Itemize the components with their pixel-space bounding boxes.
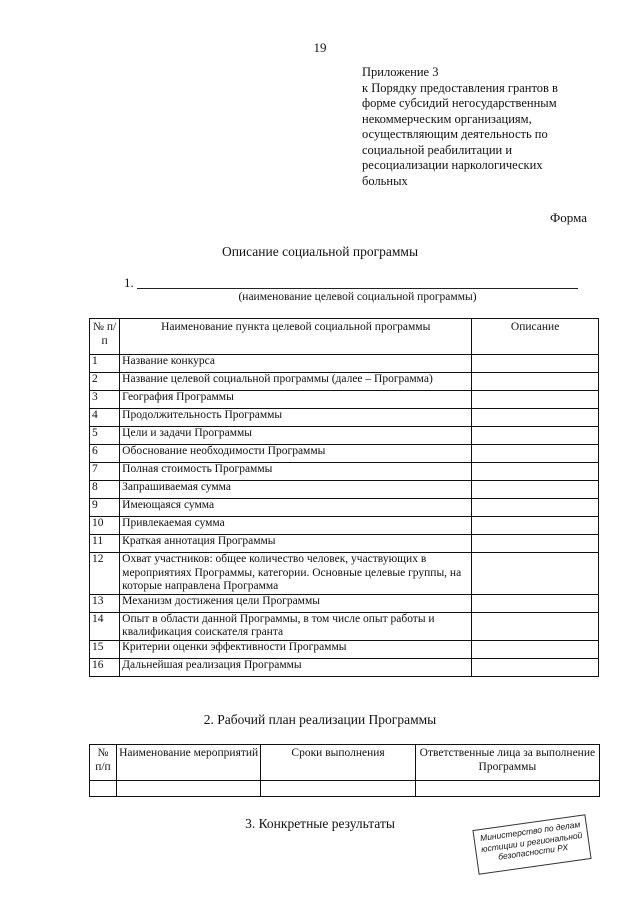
row-item-name: Название конкурса [120,355,472,373]
row-item-name: Полная стоимость Программы [120,463,472,481]
row-description-cell[interactable] [472,427,599,445]
row-description-cell[interactable] [472,391,599,409]
row-item-name: Опыт в области данной Программы, в том числе опыт работы и квалификация соискателя гранта [120,612,472,640]
row-item-name: Название целевой социальной программы (далее – Программа) [120,373,472,391]
table-row [90,499,599,517]
form-label: Форма [550,210,587,225]
row-item-name: Имеющаяся сумма [120,499,472,517]
row-number: 8 [90,481,120,499]
row-item-name: Обоснование необходимости Программы [120,445,472,463]
table-row [90,427,599,445]
table-row [90,594,599,612]
table-row [90,445,599,463]
row-number: 14 [90,612,120,640]
work-plan-table [89,744,600,797]
row-description-cell[interactable] [472,355,599,373]
row-description-cell[interactable] [472,409,599,427]
table-row [90,658,599,676]
appendix-line: социальной реабилитации и [362,142,513,157]
table-header-row [90,319,599,355]
row-description-cell[interactable] [472,445,599,463]
table-row [90,640,599,658]
table-row [90,535,599,553]
table-row [90,409,599,427]
table-header-row [90,745,600,781]
program-name-line [137,288,578,289]
program-name-caption: (наименование целевой социальной программы) [238,291,477,303]
row-number: 7 [90,463,120,481]
row-number: 6 [90,445,120,463]
empty-cell[interactable] [116,781,261,797]
row-item-name: Цели и задачи Программы [120,427,472,445]
row-description-cell[interactable] [472,373,599,391]
row-item-name: Критерии оценки эффективности Программы [120,640,472,658]
row-number: 15 [90,640,120,658]
row-number: 13 [90,594,120,612]
table-row [90,373,599,391]
row-description-cell[interactable] [472,612,599,640]
row-number: 3 [90,391,120,409]
row-number: 10 [90,517,120,535]
table-row [90,781,600,797]
row-number: 16 [90,658,120,676]
appendix-line: больных [362,173,408,188]
row-item-name: Дальнейшая реализация Программы [120,658,472,676]
row-description-cell[interactable] [472,640,599,658]
program-description-table [89,318,599,677]
table-row [90,355,599,373]
row-description-cell[interactable] [472,499,599,517]
table-row [90,463,599,481]
table-row [90,612,599,640]
table-row [90,481,599,499]
header-deadlines: Сроки выполнения [261,745,415,781]
row-number: 2 [90,373,120,391]
row-number: 9 [90,499,120,517]
header-description: Описание [472,319,599,355]
row-number: 4 [90,409,120,427]
row-number: 1 [90,355,120,373]
header-item-name: Наименование пункта целевой социальной программы [120,319,472,355]
row-description-cell[interactable] [472,463,599,481]
row-number: 5 [90,427,120,445]
row-item-name: Запрашиваемая сумма [120,481,472,499]
appendix-line: форме субсидий негосударственным [362,96,557,110]
row-description-cell[interactable] [472,517,599,535]
row-description-cell[interactable] [472,553,599,595]
appendix-line: к Порядку предоставления грантов в [362,80,558,95]
row-description-cell[interactable] [472,658,599,676]
header-number: № п/п [90,319,120,355]
row-description-cell[interactable] [472,481,599,499]
empty-cell[interactable] [415,781,599,797]
table-row [90,391,599,409]
row-item-name: Механизм достижения цели Программы [120,594,472,612]
row-number: 12 [90,553,120,595]
section1-number: 1. [124,275,134,290]
empty-cell[interactable] [90,781,117,797]
document-title: Описание социальной программы [221,244,419,259]
header-activities: Наименование мероприятий [116,745,261,781]
row-item-name: Краткая аннотация Программы [120,535,472,553]
row-item-name: Охват участников: общее количество человек, участвующих в мероприятиях Программы, категории. Основные целевые группы, на которые направлена Программа [120,553,472,595]
table-row [90,517,599,535]
row-description-cell[interactable] [472,535,599,553]
appendix-heading [362,65,602,189]
row-item-name: География Программы [120,391,472,409]
appendix-line: некоммерческим организациям, [362,111,532,126]
page-number: 19 [313,40,327,55]
row-number: 11 [90,535,120,553]
empty-cell[interactable] [261,781,415,797]
appendix-line: Приложение 3 [362,65,439,79]
appendix-line: осуществляющим деятельность по [362,127,548,141]
row-description-cell[interactable] [472,594,599,612]
table-row [90,553,599,595]
row-item-name: Привлекаемая сумма [120,517,472,535]
section3-title: 3. Конкретные результаты [245,816,395,831]
section2-title: 2. Рабочий план реализации Программы [203,712,437,727]
row-item-name: Продолжительность Программы [120,409,472,427]
appendix-line: ресоциализации наркологических [362,158,543,172]
official-stamp: Министерство по делам юстиции и региональной безопасности РХ [472,814,591,874]
header-number: № п/п [90,745,117,781]
header-responsible: Ответственные лица за выполнение Программы [415,745,599,781]
